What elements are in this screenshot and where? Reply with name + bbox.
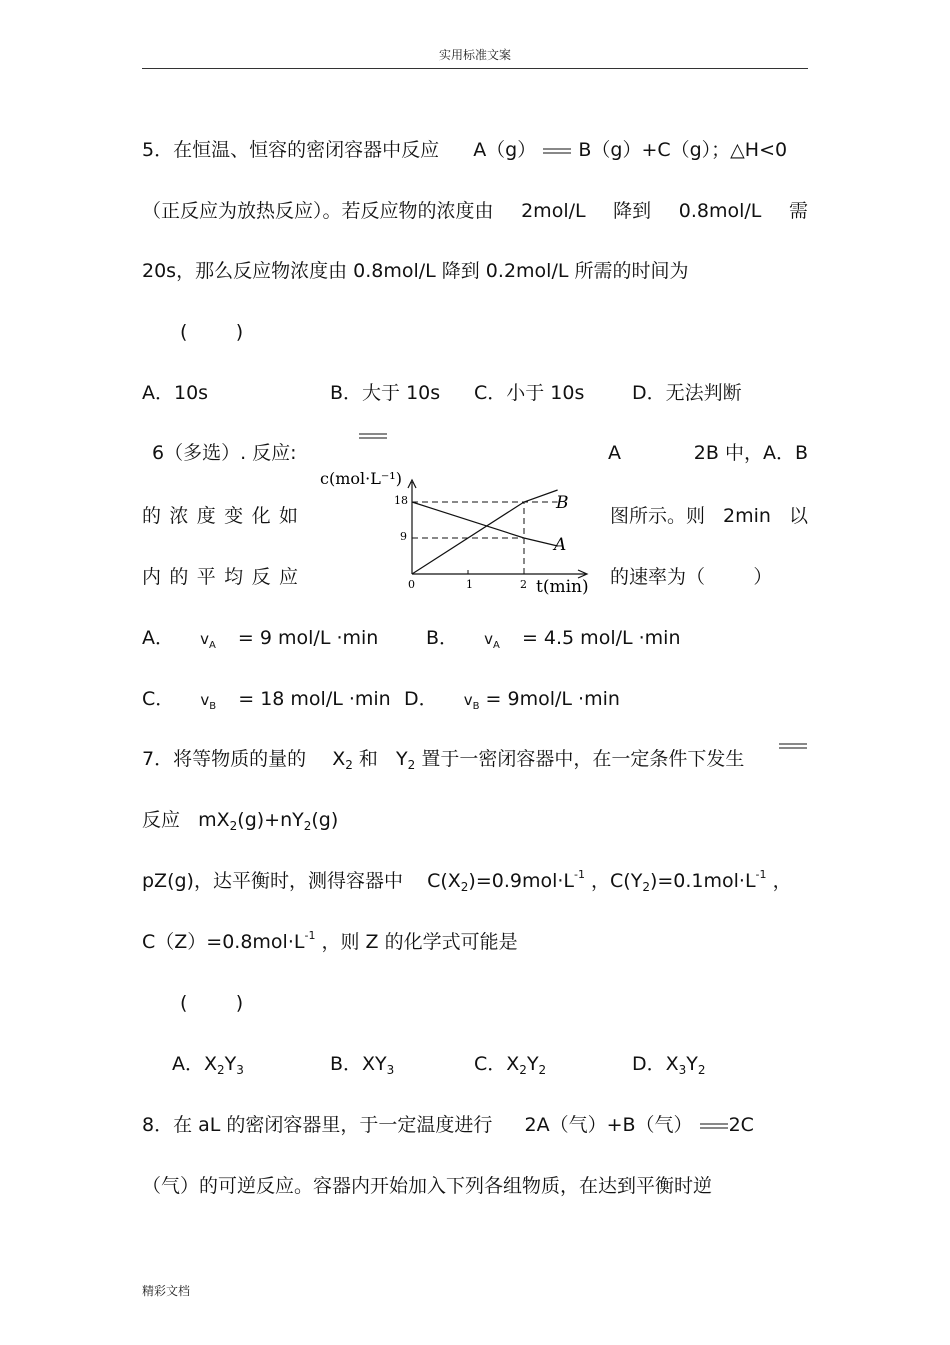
q6-option-b-sub: A [493,640,500,651]
q7-l1-x: X [332,748,346,770]
q5-line-2 [142,199,808,223]
q7-option-c [474,1052,546,1078]
q7-opt-a-0: A．X [172,1053,218,1075]
q6-option-c [142,687,391,715]
q8-stem-text: 8．在 aL 的密闭容器里，于一定温度进行 [142,1114,493,1136]
q5-answer-parentheses: ( ) [180,321,244,343]
q7-l3-seg-3: ，C(Y [591,870,643,892]
q6-reactant: A [608,442,621,464]
q6-option-c-sub: B [209,701,217,712]
q5-l2-seg-3: 0.8mol/L [678,200,762,222]
q5-option-b: B．大于 10s [330,382,441,404]
q7-opt-a-2: Y [224,1053,237,1075]
graph-x-tick-1: 1 [466,578,473,591]
q8-line-1 [142,1113,754,1137]
q7-l4-sup: -1 [304,929,316,942]
q6-option-c-var: v [200,691,210,709]
q7-l1-x-sub: 2 [345,758,353,772]
q7-opt-a-1: 2 [217,1063,225,1077]
q7-l2-sub-1: 2 [229,819,238,833]
q7-l4-seg-0: C（Z）=0.8mol·L [142,931,305,953]
q7-opt-c-2: Y [526,1053,539,1075]
q5-l2-seg-4: 需 [788,200,808,222]
series-label-b: B [556,493,569,513]
q6-option-c-value: = 18 mol/L ·min [238,688,391,710]
q7-l3-seg-2: )=0.9mol·L [468,870,574,892]
q6-option-d [404,687,620,715]
q7-l1-seg-0: 7．将等物质的量的 [142,748,307,770]
q6-option-a-value: = 9 mol/L ·min [237,627,379,649]
q6-l2-seg-0: 图所示。则 [610,505,706,527]
series-label-a: A [554,535,567,555]
q6-l3-char-0: 内 [142,566,162,588]
q7-answer-parentheses: ( ) [180,992,244,1014]
q7-opt-d-1: 3 [678,1063,687,1077]
q7-line-1 [142,747,744,773]
reversible-arrow-icon [542,145,572,157]
q6-option-c-label: C． [142,688,175,710]
q7-opt-b-0: B．XY [330,1053,387,1075]
q6-option-d-sub: B [472,701,480,712]
q7-l3-sub-1: 2 [460,880,469,894]
q7-l2-sub-2: 2 [303,819,312,833]
q7-l1-y: Y [396,748,408,770]
q6-option-a-sub: A [208,640,216,651]
q7-line-3 [142,869,792,896]
q7-line-4 [142,930,518,957]
q6-l2-seg-2: 以 [788,505,808,527]
page-footer: 精彩文档 [142,1284,191,1298]
q7-l2-seg-1: mX [198,809,230,831]
concentration-time-graph [316,458,596,598]
q5-l2-seg-0: （正反应为放热反应）。若反应物的浓度由 [142,200,494,222]
graph-series-line-b [412,490,558,574]
q6-option-b [426,626,681,654]
graph-y-axis-label: c(mol·L⁻¹) [320,469,402,488]
q6-l2-char-0: 的 [142,505,162,527]
q7-l1-and: 和 [358,748,378,770]
q5-option-c: C．小于 10s [474,382,585,404]
q6-l2-char-4: 化 [251,505,271,527]
q6-option-d-var: v [463,691,473,709]
q5-line-3: 20s，那么反应物浓度由 0.8mol/L 降到 0.2mol/L 所需的时间为 [142,260,689,282]
q7-l3-seg-4: )=0.1mol·L [649,870,756,892]
q7-l3-sub-2: 2 [642,880,650,894]
q7-option-d [632,1052,706,1078]
header-rule [142,68,808,69]
q6-option-b-label: B． [426,627,459,649]
q7-l1-y-sub: 2 [407,758,416,772]
q5-reactant: A（g） [473,139,537,161]
q6-l2-char-3: 变 [224,505,244,527]
q6-l3-char-5: 应 [278,566,298,588]
q6-l3-char-3: 均 [224,566,244,588]
graph-y-tick-18: 18 [394,494,408,507]
q6-line-1-right [608,441,808,465]
q7-l1-rest: 置于一密闭容器中，在一定条件下发生 [421,748,745,770]
q5-option-d: D．无法判断 [632,382,742,404]
graph-x-tick-0: 0 [408,578,415,591]
q6-line-3-left [142,565,298,589]
reversible-arrow-icon [358,430,388,442]
q7-opt-c-0: C．X [474,1053,520,1075]
q6-l3-char-1: 的 [169,566,189,588]
q7-opt-a-3: 3 [236,1063,244,1077]
q5-l2-seg-1: 2mol/L [521,200,586,222]
q7-option-a [172,1052,244,1078]
q7-l3-seg-0: pZ(g)，达平衡时，测得容器中 [142,870,403,892]
q7-opt-c-1: 2 [519,1063,527,1077]
q7-option-b [330,1052,394,1078]
q7-l2-seg-0: 反应 [142,809,181,831]
graph-x-tick-2: 2 [520,578,527,591]
graph-y-tick-9: 9 [400,530,407,543]
q6-line-2-left [142,504,298,528]
q7-l2-seg-2: (g)+nY [237,809,304,831]
q7-l4-seg-1: ，则 Z 的化学式可能是 [321,931,518,953]
graph-series-line-a [412,502,558,546]
q6-l2-char-1: 浓 [169,505,189,527]
q6-option-b-var: v [484,630,494,648]
q5-products: B（g）+C（g）；△H<0 [578,139,788,161]
q6-l2-char-5: 如 [278,505,298,527]
reversible-arrow-icon [778,740,808,752]
q7-line-2 [142,808,338,834]
q7-l3-seg-5: ， [772,870,792,892]
q6-option-a [142,626,378,654]
q6-product-text: 2B 中，A．B [693,442,808,464]
q7-opt-d-2: Y [686,1053,698,1075]
q6-l3-char-2: 平 [196,566,216,588]
q7-opt-c-3: 2 [538,1063,547,1077]
q5-l2-seg-2: 降到 [613,200,652,222]
q7-opt-d-3: 2 [697,1063,706,1077]
q6-option-a-var: v [200,630,209,648]
q6-option-d-value: = 9mol/L ·min [485,688,620,710]
q6-option-a-label: A． [142,627,174,649]
q6-option-d-label: D． [404,688,438,710]
q5-option-a: A．10s [142,382,209,404]
q7-l2-seg-3: (g) [311,809,339,831]
q6-line-3-right: 的速率为（ ） [610,566,773,588]
q7-opt-b-1: 3 [386,1063,395,1077]
q6-stem-text: 6（多选）. 反应: [152,442,297,464]
q8-line-2: （气）的可逆反应。容器内开始加入下列各组物质，在达到平衡时逆 [142,1175,713,1197]
q7-opt-d-0: D．X [632,1053,679,1075]
q6-option-b-value: = 4.5 mol/L ·min [521,627,681,649]
reversible-arrow-icon [699,1120,729,1132]
q5-line-1 [142,138,787,162]
page-header: 实用标准文案 [438,48,511,62]
q6-l2-char-2: 度 [196,505,216,527]
q8-reactants: 2A（气）+B（气） [524,1114,693,1136]
q7-l3-sup-2: -1 [755,868,767,881]
q7-l3-seg-1: C(X [427,870,461,892]
q5-stem-text: 5．在恒温、恒容的密闭容器中反应 [142,139,440,161]
q6-l2-seg-1: 2min [723,505,771,527]
q6-l3-char-4: 反 [251,566,271,588]
q6-line-2-right [610,504,808,528]
q8-product: 2C [728,1114,754,1136]
graph-x-axis-label: t(min) [536,577,589,597]
q7-l3-sup-1: -1 [574,868,585,881]
